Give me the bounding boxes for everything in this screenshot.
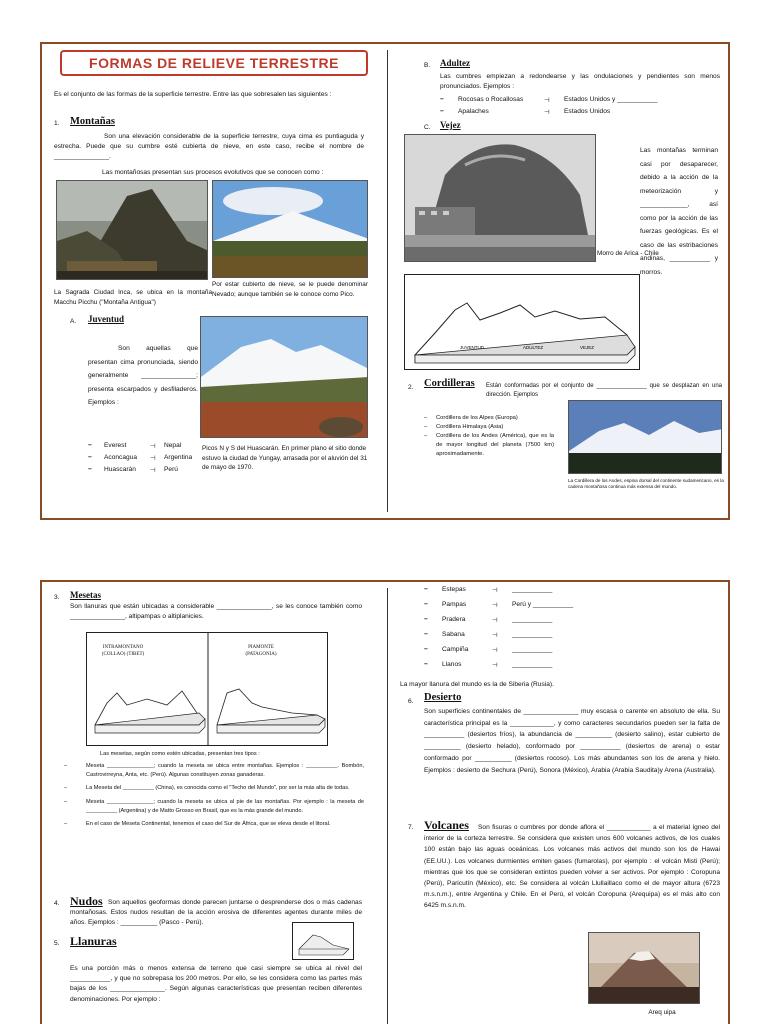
dash-icon: − <box>424 631 428 638</box>
meseta-type-item: – Meseta _______________; cuando la meseta se ubica al pie de las montañas. Por ejemplo : la meseta de __________ (Argentina) y de Matto Grosso en Brasil, que es la más grande del mundo. <box>64 798 364 814</box>
adultez-text: Las cumbres empiezan a redondearse y las ondulaciones y pendientes son menos pronunciados. Ejemplos : <box>440 73 720 91</box>
mesetas-text: Son llanuras que están ubicadas a considerable _______________, se les conoce también como _______________, altipampas o altiplanicies. <box>70 603 362 621</box>
arrow-icon: ⊣ <box>492 602 498 609</box>
subsection-heading-adultez: Adultez <box>440 58 470 68</box>
country-name: Estados Unidos y ___________ <box>564 96 658 103</box>
plain-row <box>424 616 624 631</box>
section-number: 1. <box>54 120 60 127</box>
plain-row <box>424 586 624 601</box>
country-name: Argentina <box>164 454 193 461</box>
plain-country: ___________ <box>512 616 553 623</box>
dash-icon: − <box>424 646 428 653</box>
machu-picchu-photo <box>56 180 208 280</box>
mesetas-types-intro: Las mesetas, según como estén ubicadas, presentan tres tipos : <box>100 751 260 757</box>
desierto-text: Son superficies continentales de _______________ muy escasa o carente en absoluto de ella. Su característica principal es la ____________, y como caracteres secundarios pueden ser la falta de ___________ (desiertos fríos), la abundancia de __________ (desierto salino), estar cubierto de __________ (desierto helado), conformado por ___________ (desiertos de arena) o estar conformado por __________ (desiertos rocoso). Los más abundantes son los de arena y hielo. Ejemplos : desierto de Sechura (Perú), Sonora (México), Arabia (Arabia Saudita)y Arena (Australia). <box>424 708 720 774</box>
section-number: 6. <box>408 698 414 705</box>
arrow-icon: ⊣ <box>492 662 498 669</box>
dash-icon: − <box>440 108 444 115</box>
dash-icon: − <box>88 454 92 461</box>
plain-row <box>424 661 624 676</box>
subsection-letter: A. <box>70 318 77 325</box>
arrow-icon: ⊣ <box>150 467 156 474</box>
plain-name: Pampas <box>442 601 467 608</box>
mountain-name: Aconcagua <box>104 454 137 461</box>
dash-icon: − <box>424 586 428 593</box>
cordillera-item: – Cordillera de los Andes (América), que es la de mayor longitud del planeta (7500 km) aproximadamente. <box>424 432 554 457</box>
montanas-subtext: Las montañosas presentan sus procesos evolutivos que se conocen como : <box>102 169 324 176</box>
llanuras-text: Es una porción más o menos extensa de terreno que casi siempre se ubica al nivel del ___________, y que no sobrepasa los 200 metros. Por ello, se les considera como las partes más bajas de los _______________. Según algunas características que presentan reciben diferentes denominaciones. Por ejemplo : <box>70 965 362 1003</box>
plain-country: ___________ <box>512 646 553 653</box>
cordillera-item-text: Cordillera de los Alpes (Europa) <box>436 415 518 421</box>
plain-country: Perú y ___________ <box>512 601 574 608</box>
morro-de-arica-photo <box>404 134 596 262</box>
arrow-icon: ⊣ <box>150 443 156 450</box>
mountain-name: Everest <box>104 442 127 449</box>
plains-note: La mayor llanura del mundo es la de Siberia (Rusia). <box>400 681 554 688</box>
section-heading-montanas: Montañas <box>70 116 115 127</box>
dash-icon: − <box>88 466 92 473</box>
andes-caption: La Cordillera de los Andes, espina dorsal del continente sudamericano, es la cadena montañosa continua más extensa del mundo. <box>568 478 724 490</box>
plain-name: Llanos <box>442 661 462 668</box>
meseta-type-item: – Meseta _______________; cuando la meseta se ubica entre montañas. Ejemplos : __________. Bombón, Castrovirreyna, Anta, etc. (Perú). Algunas constituyen zonas ganaderas. <box>64 763 364 778</box>
plain-name: Estepas <box>442 586 466 593</box>
meseta-type-text: En el caso de Meseta Continental, tenemos el caso del Sur de África, que se eleva desde el litoral. <box>86 821 331 828</box>
dash-icon: − <box>424 616 428 623</box>
section-number: 4. <box>54 900 60 907</box>
section-heading-volcanes: Volcanes <box>424 818 469 832</box>
diagram-label-adultez: ADULTEZ <box>523 345 544 350</box>
plains-list <box>424 586 624 676</box>
page-title: FORMAS DE RELIEVE TERRESTRE <box>60 50 368 76</box>
section-heading-desierto: Desierto <box>424 692 462 703</box>
volcanes-text: Son fisuras o cumbres por donde aflora el ____________ a el material ígneo del interior de la corteza terrestre. Se considera que existen unos 600 volcanes activos, de los cuales 100 están bajo las aguas oceánicas. Los volcanes más activos del mundo son los de Hawai (EE.UU.). Los volcanes durmientes emiten gases (fumarolas), por ejemplo : el volcán Misti (Perú); mientras que los que se consideran extintos pueden volver a ser activos. Por ejemplo : Coropuna (Perú), Paricutín (México), etc. Se considera al volcán Llullaillaco como el de mayor altura (6723 m.s.n.m.), entre Argentina y Chile. En el Perú, el volcán Coropuna (Arequipa) es el más alto con 6425 m.s.n.m. <box>424 824 720 910</box>
montanas-paragraph: Son una elevación considerable de la superficie terrestre, cuya cima es puntiaguda y estrecha. Puede que su cumbre esté cubierta de nieve, en este caso, recibe el nombre de _______________. <box>54 133 364 161</box>
arrow-icon: ⊣ <box>544 97 550 104</box>
arrow-icon: ⊣ <box>492 632 498 639</box>
volcano-caption: Areq uipa <box>648 1009 676 1016</box>
cordillera-item-text: Cordillera de los Andes (América), que es la de mayor longitud del planeta (7500 km) aproximadamente. <box>436 432 554 457</box>
column-divider <box>387 588 388 1024</box>
plain-country: ___________ <box>512 661 553 668</box>
meseta-type-text: La Meseta del __________ (China), es conocida como el "Techo del Mundo", por ser la más alta de todas. <box>86 785 350 792</box>
meseta-type-text: Meseta _______________; cuando la meseta se ubica al pie de las montañas. Por ejemplo : la meseta de __________ (Argentina) y de Matto Grosso en Brasil, que es la más grande del mundo. <box>86 798 364 814</box>
llanura-diagram <box>292 922 354 960</box>
section-heading-nudos: Nudos <box>70 894 103 908</box>
subsection-heading-juventud: Juventud <box>88 314 125 324</box>
nudos-text: Son aquellos geoformas donde parecen juntarse o desprenderse dos o más cadenas montañosas. Estos nudos resultan de la acción erosiva de diferentes agentes durante miles de años. Ejemplos : __________ (Pasco - Perú). <box>70 899 362 927</box>
vejez-text: Las montañas terminan casi por desaparecer, debido a la acción de la meteorización y _____________, así como por la acción de las fuerzas geológicas. Es el caso de las estribaciones andinas, ___________ y morros. <box>640 147 718 276</box>
diagram-label-vejez: VEJEZ <box>580 345 595 350</box>
andes-photo <box>568 400 722 474</box>
cordillera-item: – Cordillera de los Alpes (Europa) <box>424 415 518 421</box>
section-heading-mesetas: Mesetas <box>70 590 101 600</box>
country-name: Perú <box>164 466 178 473</box>
machu-picchu-caption: La Sagrada Ciudad Inca, se ubica en la montaña Macchu Picchu ("Montaña Antigua") <box>54 289 212 306</box>
section-number: 2. <box>408 384 414 391</box>
section-number: 3. <box>54 594 60 601</box>
country-name: Nepal <box>164 442 182 449</box>
meseta-type-item: – En el caso de Meseta Continental, tenemos el caso del Sur de África, que se eleva desde el litoral. <box>64 821 331 828</box>
adultez-row <box>440 96 720 106</box>
volcano-photo <box>588 932 700 1004</box>
mesetas-types-list <box>64 762 364 829</box>
plain-name: Sabana <box>442 631 465 638</box>
morro-de-arica-label: Morro de Arica - Chile <box>597 250 659 257</box>
huascaran-photo <box>200 316 368 438</box>
mountain-stages-diagram <box>404 274 640 370</box>
country-name: Estados Unidos <box>564 108 611 115</box>
mesetas-diagram <box>86 632 328 746</box>
cordilleras-intro: Están conformadas por el conjunto de _______________ que se desplazan en una dirección. Ejemplos <box>486 383 722 399</box>
range-name: Apalaches <box>458 108 489 115</box>
dash-icon: − <box>88 442 92 449</box>
meseta-type-item: – La Meseta del __________ (China), es conocida como el "Techo del Mundo", por ser la más alta de todas. <box>64 785 350 792</box>
intro-text: Es el conjunto de las formas de la superficie terrestre. Entre las que sobresalen las siguientes : <box>54 91 332 98</box>
arrow-icon: ⊣ <box>492 617 498 624</box>
dash-icon: − <box>440 96 444 103</box>
plain-row <box>424 631 624 646</box>
plain-row <box>424 601 624 616</box>
cordillera-item-text: Cordillera Himalaya (Asia) <box>436 423 504 430</box>
nevado-photo <box>212 180 368 278</box>
huascaran-caption: Picos N y S del Huascarán. En primer plano el sitio donde estuvo la ciudad de Yungay, arrasada por el aluvión del 31 de mayo de 1970. <box>202 445 368 472</box>
plain-country: ___________ <box>512 631 553 638</box>
arrow-icon: ⊣ <box>492 647 498 654</box>
worksheet-page-1 <box>40 42 730 520</box>
subsection-letter: B. <box>424 62 431 69</box>
cordillera-item: – Cordillera Himalaya (Asia) <box>424 423 504 430</box>
meseta-type-text: Meseta _______________; cuando la meseta se ubica entre montañas. Ejemplos : __________. Bombón, Castrovirreyna, Anta, etc. (Perú). Algunas constituyen zonas ganaderas. <box>86 763 364 778</box>
worksheet-page-2 <box>40 580 730 1024</box>
diagram-label-juventud: JUVENTUD <box>460 345 485 350</box>
plain-row <box>424 646 624 661</box>
section-number: 7. <box>408 824 414 831</box>
subsection-heading-vejez: Vejez <box>440 120 461 130</box>
plain-name: Pradera <box>442 616 466 623</box>
range-name: Rocosas o Rocallosas <box>458 96 524 103</box>
diagram-label-piamonte: PIAMONTE (PATAGONIA) <box>245 645 277 657</box>
mountain-name: Huascarán <box>104 466 136 473</box>
arrow-icon: ⊣ <box>492 587 498 594</box>
arrow-icon: ⊣ <box>150 455 156 462</box>
section-heading-cordilleras: Cordilleras <box>424 378 475 389</box>
plain-country: ___________ <box>512 586 553 593</box>
nevado-caption: Por estar cubierto de nieve, se le puede denominar Nevado; aunque también se le conoce como Pico. <box>212 281 368 298</box>
section-heading-llanuras: Llanuras <box>70 934 117 948</box>
diagram-label-intramontano: INTRAMONTANO (COLLAO) (TIBET) <box>101 645 145 657</box>
arrow-icon: ⊣ <box>544 109 550 116</box>
cordilleras-list <box>424 414 554 459</box>
plain-name: Campiña <box>442 646 469 653</box>
dash-icon: − <box>424 601 428 608</box>
dash-icon: − <box>424 661 428 668</box>
section-number: 5. <box>54 940 60 947</box>
juventud-text: Son aquellas que presentan cima pronunciada, siendo generalmente _______________; presenta escarpados y desfiladeros. Ejemplos : <box>88 345 198 407</box>
adultez-row <box>440 108 720 118</box>
subsection-letter: C. <box>424 124 431 131</box>
column-divider <box>387 50 388 512</box>
